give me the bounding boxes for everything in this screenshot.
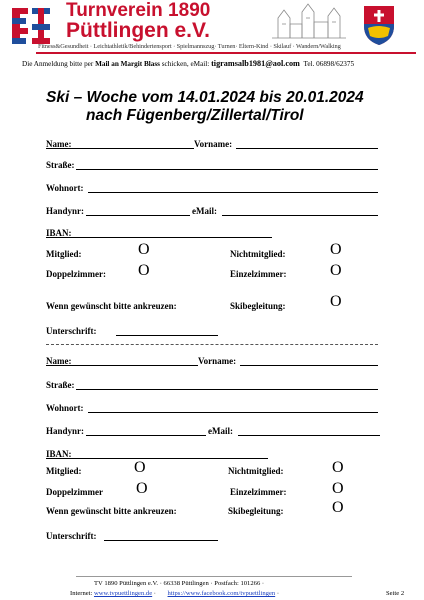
notice-pre: Die Anmeldung bitte per [22,60,96,68]
email-label: eMail: [192,206,217,216]
handy-field[interactable] [86,435,206,436]
club-logo-icon [8,4,54,48]
cut-line [46,344,378,345]
doppel-label: Doppelzimmer [46,487,103,497]
header-rule [36,52,416,54]
ski-label: Skibegleitung: [228,506,284,516]
sports-list: Fitness&Gesundheit · Leichtathletik/Behindertensport · Spielmannszug· Turnen· Eltern-Kind · Skilauf · Wandern/Walking [38,43,341,50]
website-link[interactable]: www.tvpuettlingen.de [93,590,153,597]
name-label: Name: [46,139,72,149]
email-label: eMail: [208,426,233,436]
doppel-label: Doppelzimmer: [46,269,106,279]
internet-label: Internet: [70,590,94,597]
ski-label: Skibegleitung: [230,301,286,311]
einzel-checkbox[interactable]: O [332,480,344,497]
doppel-checkbox[interactable]: O [138,262,150,279]
iban-label: IBAN: [46,449,72,459]
wohnort-field[interactable] [88,412,378,413]
ankreuzen-label: Wenn gewünscht bitte ankreuzen: [46,301,177,311]
iban-label: IBAN: [46,228,72,238]
castle-drawing-icon [268,2,348,40]
vorname-label: Vorname: [194,139,233,149]
iban-field[interactable] [46,458,268,459]
strasse-field[interactable] [76,389,378,390]
nichtmitglied-label: Nichtmitglied: [230,249,286,259]
unterschrift-field[interactable] [116,335,218,336]
handy-field[interactable] [86,215,190,216]
mitglied-checkbox[interactable]: O [134,459,146,476]
mitglied-label: Mitglied: [46,249,82,259]
ski-checkbox[interactable]: O [332,499,344,516]
unterschrift-label: Unterschrift: [46,326,97,336]
club-name-line1: Turnverein 1890 [66,0,211,21]
notice-tel: Tel. 06898/62375 [303,60,355,68]
facebook-link[interactable]: https://www.facebook.com/tvpuettlingen [167,590,276,597]
name-label: Name: [46,356,72,366]
email-field[interactable] [222,215,378,216]
footer-rule [76,576,352,577]
ski-checkbox[interactable]: O [330,293,342,310]
einzel-label: Einzelzimmer: [230,269,287,279]
wohnort-label: Wohnort: [46,183,84,193]
wohnort-field[interactable] [88,192,378,193]
mitglied-label: Mitglied: [46,466,82,476]
handy-label: Handynr: [46,206,85,216]
footer-links [70,590,424,597]
footer-sep: · [152,590,158,597]
name-field[interactable] [46,148,194,149]
notice-email: tigramsalb1981@aol.com [211,59,300,68]
page-subtitle: nach Fügenberg/Zillertal/Tirol [86,107,304,124]
nichtmitglied-checkbox[interactable]: O [330,241,342,258]
nichtmitglied-checkbox[interactable]: O [332,459,344,476]
strasse-label: Straße: [46,160,75,170]
page-title: Ski – Woche vom 14.01.2024 bis 20.01.2024 [46,89,364,106]
nichtmitglied-label: Nichtmitglied: [228,466,284,476]
ankreuzen-label: Wenn gewünscht bitte ankreuzen: [46,506,177,516]
einzel-checkbox[interactable]: O [330,262,342,279]
letterhead [0,0,424,58]
footer-sep-2: · [275,590,280,597]
doppel-checkbox[interactable]: O [136,480,148,497]
name-field[interactable] [46,365,198,366]
notice-mid: schicken, eMail: [159,60,212,68]
notice-bold: Mail an Margit Blass [95,60,160,68]
footer-address: TV 1890 Püttlingen e.V. · 66338 Püttlingen · Postfach: 101266 · [94,580,265,587]
vorname-field[interactable] [236,148,378,149]
handy-label: Handynr: [46,426,85,436]
wohnort-label: Wohnort: [46,403,84,413]
unterschrift-label: Unterschrift: [46,531,97,541]
city-crest-icon [362,4,396,46]
vorname-field[interactable] [240,365,378,366]
einzel-label: Einzelzimmer: [230,487,287,497]
strasse-label: Straße: [46,380,75,390]
mitglied-checkbox[interactable]: O [138,241,150,258]
email-field[interactable] [238,435,380,436]
registration-notice [22,59,354,68]
unterschrift-field[interactable] [104,540,218,541]
page-number: Seite 2 [386,590,405,597]
iban-field[interactable] [46,237,272,238]
club-name-line2: Püttlingen e.V. [66,19,210,42]
vorname-label: Vorname: [198,356,237,366]
strasse-field[interactable] [76,169,378,170]
